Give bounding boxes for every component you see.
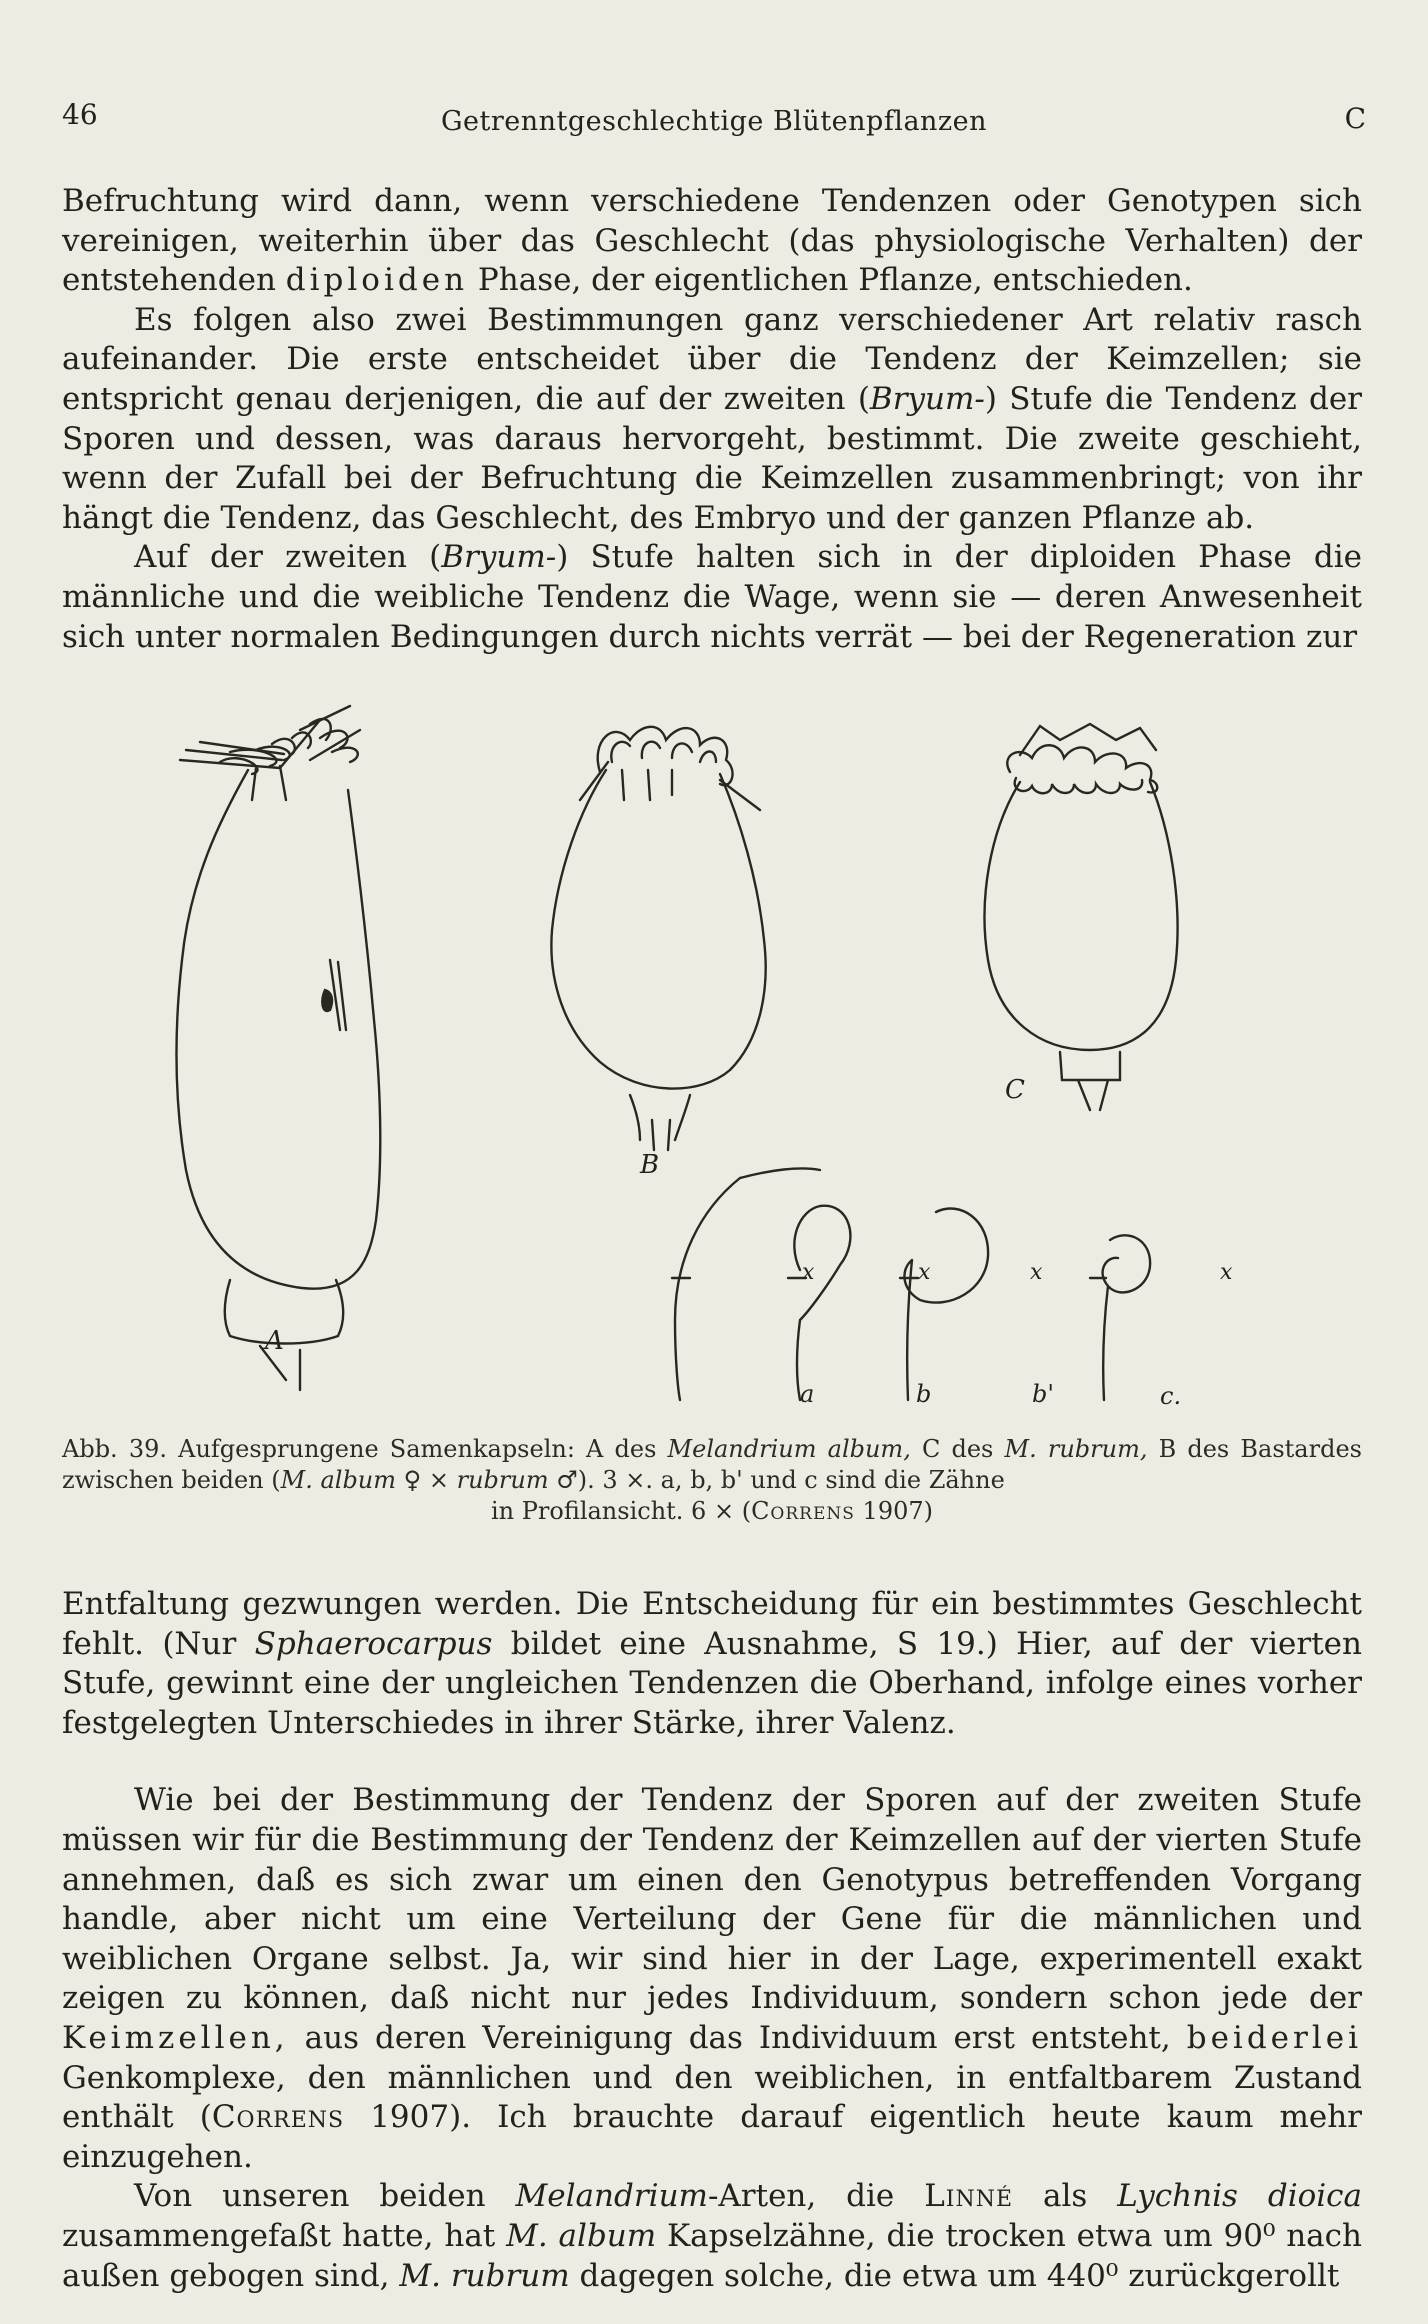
- label-tooth-c: c.: [1160, 1382, 1182, 1410]
- figure-seed-capsules: [160, 700, 1280, 1420]
- label-capsule-c: C: [1005, 1075, 1025, 1105]
- paragraph: Es folgen also zwei Bestimmungen ganz verschiedener Art relativ rasch aufeinander. Die erste entscheidet über die Tendenz der Keimzellen; sie entspricht genau derjenigen, die auf der zweiten (Bryum-) Stufe die Tendenz der Sporen und dessen, was daraus hervorgeht, bestimmt. Die zweite geschieht, wenn der Zufall bei der Befruchtung die Keimzellen zusammenbringt; von ihr hängt die Tendenz, das Geschlecht, des Embryo und der ganzen Pflanze ab.: [62, 301, 1363, 536]
- paragraph: Entfaltung gezwungen werden. Die Entscheidung für ein bestimmtes Geschlecht fehlt. (Nur Sphaerocarpus bildet eine Ausnahme, S 19.) Hier, auf der vierten Stufe, gewinnt eine der ungleichen Tendenzen die Oberhand, infolge eines vorher festgelegten Unterschiedes in ihrer Stärke, ihrer Valenz.: [62, 1586, 1362, 1741]
- label-tooth-b-prime: b': [1032, 1380, 1054, 1408]
- body-text-top: [62, 182, 1362, 657]
- paragraph: Befruchtung wird dann, wenn verschiedene Tendenzen oder Genotypen sich vereinigen, weiterhin über das Geschlecht (das physiologische Verhalten) der entstehenden diploiden Phase, der eigentlichen Pflanze, entschieden.: [62, 183, 1362, 299]
- capsule-b-drawing: [551, 727, 765, 1150]
- tooth-profiles-drawing: [672, 1168, 1150, 1400]
- capsule-a-drawing: [176, 706, 380, 1390]
- paragraph: Auf der zweiten (Bryum-) Stufe halten sich in der diploiden Phase die männliche und die weibliche Tendenz die Wage, wenn sie — deren Anwesenheit sich unter normalen Bedingungen durch nichts verrät — bei der Regeneration zur: [62, 539, 1362, 655]
- paragraph: Von unseren beiden Melandrium-Arten, die Linné als Lychnis dioica zusammengefaßt hatte, hat M. album Kapselzähne, die trocken etwa um 90⁰ nach außen gebogen sind, M. rubrum dagegen solche, die etwa um 440⁰ zurückgerollt: [62, 2178, 1363, 2294]
- label-tooth-b: b: [916, 1380, 932, 1408]
- running-title: Getrenntgeschlechtige Blütenpflanzen: [440, 106, 988, 137]
- label-tooth-a: a: [800, 1380, 815, 1408]
- capsule-c-drawing: [985, 724, 1178, 1110]
- label-x-b: x: [918, 1260, 931, 1285]
- label-capsule-a: A: [265, 1326, 284, 1356]
- page-header: [62, 98, 1366, 138]
- figure-caption: Abb. 39. Aufgesprungene Samenkapseln: A des Melandrium album, C des M. rubrum, B des Bastardes zwischen beiden (M. album ♀ × rubrum ♂). 3 ×. a, b, b' und c sind die Zähne in Profilansicht. 6 × (Correns 1907): [62, 1435, 1362, 1525]
- page-number: 46: [62, 98, 98, 131]
- label-x-a: x: [802, 1260, 815, 1285]
- paragraph: Wie bei der Bestimmung der Tendenz der Sporen auf der zweiten Stufe müssen wir für die Bestimmung der Tendenz der Keimzellen auf der vierten Stufe annehmen, daß es sich zwar um einen den Genotypus betreffenden Vorgang handle, aber nicht um eine Verteilung der Gene für die männlichen und weiblichen Organe selbst. Ja, wir sind hier in der Lage, experimentell exakt zeigen zu können, daß nicht nur jedes Individuum, sondern schon jede der Keimzellen, aus deren Vereinigung das Individuum erst entsteht, beiderlei Genkomplexe, den männlichen und den weiblichen, in entfaltbarem Zustand enthält (Correns 1907). Ich brauchte darauf eigentlich heute kaum mehr einzugehen.: [62, 1782, 1363, 2175]
- label-x-b-prime: x: [1030, 1260, 1043, 1285]
- capsule-drawings: [160, 700, 1280, 1420]
- label-x-c: x: [1220, 1260, 1233, 1285]
- label-capsule-b: B: [640, 1150, 660, 1180]
- body-text-bottom: [62, 1585, 1362, 2296]
- signature-mark: C: [1344, 102, 1366, 135]
